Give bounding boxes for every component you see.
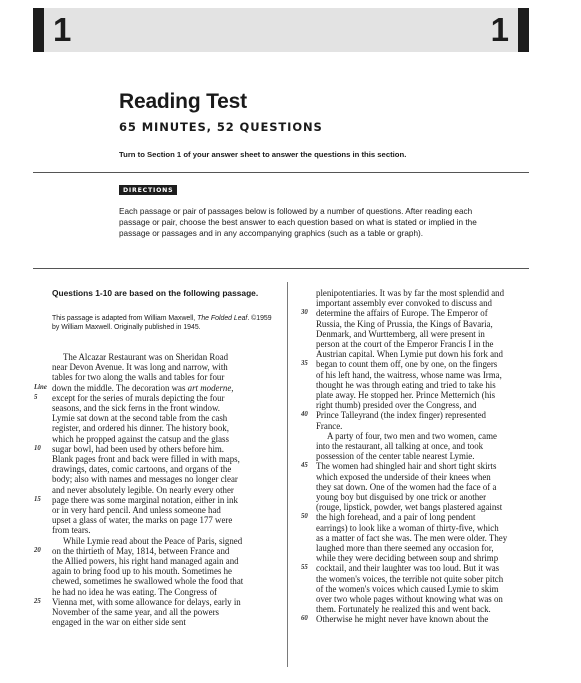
passage-line: body; also with names and messages no longer clear [52,474,238,485]
passage-line: earrings) to look like a woman of thirty-five, which [316,522,499,533]
passage-line: important assembly ever convoked to discuss and [316,298,492,309]
line-number: 5 [34,393,38,401]
passage-line: Vienna met, with some allowance for delays, early in [52,596,241,607]
passage-line: The Alcazar Restaurant was on Sheridan Road [63,352,229,362]
line-number: 20 [34,546,41,554]
passage-line: the women's voices, the terrible not quite sober pitch [316,573,504,584]
passage-line: November of the same year, and all the powers [52,607,219,617]
line-number: 30 [301,309,308,317]
passage-line: Otherwise he might never have known about the [316,614,489,625]
passage-line: or in very hard pencil. And unless someone had [52,505,221,515]
passage-line: A party of four, two men and two women, came [327,430,497,441]
passage-line: down the middle. The decoration was art moderne, [52,382,234,393]
passage-line: except for the series of murals depicting the four [52,392,225,403]
passage-line: seasons, and the sick ferns in the front window. [52,403,221,413]
passage-line: thought he was through eating and tried to take his [316,379,496,390]
passage-line: Lymie sat down at the second table from the cash [52,413,228,424]
line-number: 60 [301,615,308,623]
directions-text: Each passage or pair of passages below is followed by a number of questions. After reading each passage or pair, choose the best answer to each question based on what is stated or implied in the passage or passages and in any accompanying graphics (such as a table or graph). [119,207,477,238]
passage-line: Austrian capital. When Lymie put down his fork and [316,349,503,360]
passage-line: sugar bowl, had been used by others before him. [52,443,225,454]
passage-line: from tears. [52,525,91,536]
page-subtitle: 65 MINUTES, 52 QUESTIONS [119,120,323,134]
column-divider [287,282,288,667]
passage-line: tables for two along the walls and tables for four [52,372,225,383]
passage-line: while they were deciding between soup and shrimp [316,553,499,564]
passage-line: which he propped against the catsup and the glass [52,433,229,444]
passage-line: again to bring food up to his mouth. Sometimes he [52,566,232,577]
passage-line: and never absolutely legible. On nearly every other [52,484,234,495]
passage-line: engaged in the war on either side sent [52,617,186,628]
passage-line: Blank pages front and back were filled in with maps, [52,454,240,464]
passage-line: over two whole pages without knowing what was on [316,594,503,604]
passage-line: plenipotentiaries. It was by far the most splendid and [316,288,505,298]
passage-line: upset a glass of water, the marks on page 177 were [52,515,233,526]
passage-line: register, and ordered his dinner. The history book, [52,423,229,434]
passage-line: they sat down. One of the women had the face of a [316,481,497,492]
header-right-bar [518,8,529,52]
divider-bottom [33,268,529,269]
passage-line: near Devon Avenue. It was long and narrow, with [52,362,228,373]
section-number-left: 1 [53,11,72,48]
divider-top [33,172,529,173]
line-number: 35 [301,360,308,368]
page-title: Reading Test [119,90,247,113]
passage-line: the Allied powers, his right hand managed again and [52,556,239,566]
passage-line: page there was some marginal notation, either in ink [52,494,238,505]
passage-line: The women had shingled hair and short tight skirts [316,461,497,472]
passage-right-column [301,288,531,678]
section-number-right: 1 [490,11,509,48]
passage-line: he had no idea he was eating. The Congress of [52,586,217,597]
passage-line: as a matter of fact she was. The men were older. They [316,532,508,543]
passage-line: into the restaurant, all talking at once, and took [316,441,484,451]
passage-line: on the thirtieth of May, 1814, between France and [52,545,230,556]
passage-line: Russia, the King of Prussia, the Kings of Bavaria, [316,318,493,329]
passage-line: cocktail, and their laughter was too loud. But it was [316,563,500,574]
line-number: 40 [301,411,308,419]
passage-line: them. Fortunately he realized this and went back. [316,604,491,615]
line-number: 25 [34,597,41,605]
line-number: 15 [34,495,41,503]
passage-left-column [34,352,282,682]
passage-line: determine the affairs of Europe. The Emperor of [316,308,488,319]
passage-line: possession of the center table nearest Lymie. [316,451,475,462]
line-number: 55 [301,564,308,572]
passage-line: laughed more than there seemed any occasion for, [316,543,494,553]
passage-line: While Lymie read about the Peace of Paris, signed [63,535,243,546]
line-number: 50 [301,513,308,521]
passage-line: (rouge, lipstick, powder, wet bangs plastered against [316,502,503,513]
passage-line: the high forehead, and a pair of long pendent [316,512,476,523]
passage-line: right thumb) presided over the Congress, and [316,400,477,411]
passage-line: began to count them off, one by one, on the fingers [316,359,498,370]
passage-line: plate away. He stopped her. Prince Metternich (his [316,390,496,400]
passage-line: which exposed the underside of their knees when [316,471,491,482]
answer-sheet-instruction: Turn to Section 1 of your answer sheet to answer the questions in this section. [119,150,407,159]
line-number: 45 [301,462,308,470]
header-left-bar [33,8,44,52]
passage-line: Denmark, and Wurttemberg, all were present in [316,328,485,339]
passage-line: chewed, sometimes he swallowed whole the food that [52,576,244,587]
passage-line: Prince Talleyrand (the index finger) represented [316,410,486,421]
directions-label: DIRECTIONS [119,185,177,195]
passage-line: drawings, dates, comic cartoons, and organs of the [52,464,232,475]
questions-header: Questions 1-10 are based on the following passage. [52,288,259,298]
passage-line: France. [316,420,343,431]
section-header-band [33,8,529,52]
source-note: This passage is adapted from William Maxwell, The Folded Leaf. ©1959 by William Maxwell. Originally published in 1945. [52,315,272,331]
passage-line: young boy but disguised by one trick or another [316,492,487,502]
passage-line: of his left hand, the waitress, whose name was Irma, [316,369,502,380]
line-number: Line [34,383,47,391]
passage-line: person at the court of the Emperor Francis I in the [316,339,494,349]
line-number: 10 [34,444,41,452]
passage-line: of the women's voices which caused Lymie to skim [316,583,499,594]
